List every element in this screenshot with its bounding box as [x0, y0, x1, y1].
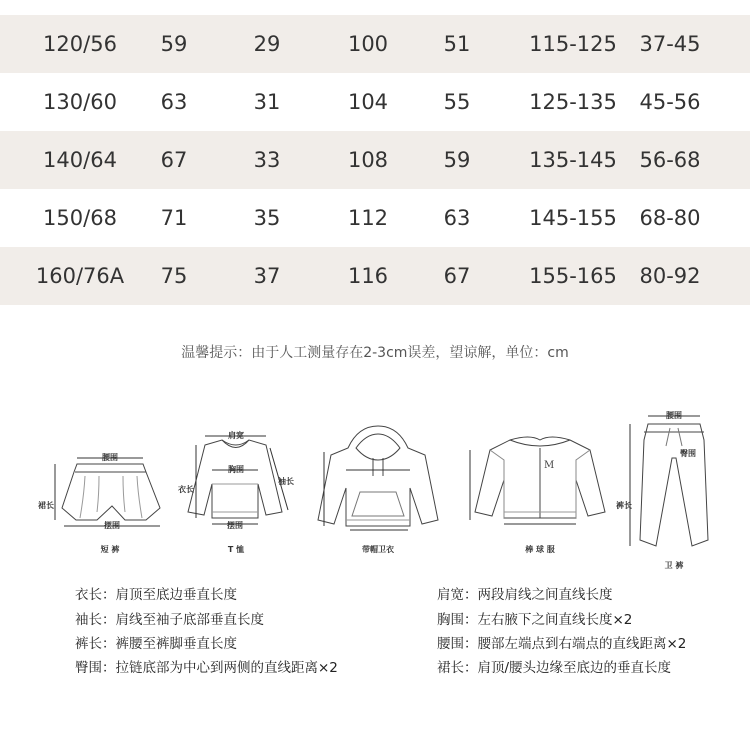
- baseball-jacket-illustration: [470, 437, 605, 524]
- shorts-hip-label: 摆围: [104, 521, 120, 530]
- cell: 125-135: [529, 90, 617, 114]
- svg-text:M: M: [544, 460, 555, 471]
- table-row: [0, 15, 750, 73]
- pants-name: 卫 裤: [664, 561, 684, 570]
- shorts-length-label: 裙长: [38, 501, 54, 510]
- shorts-name: 短 裤: [100, 545, 120, 554]
- cell: 29: [253, 32, 281, 56]
- cell: 140/64: [43, 148, 117, 172]
- cell: 67: [160, 148, 188, 172]
- cell: 59: [160, 32, 188, 56]
- cell: 56-68: [639, 148, 701, 172]
- shorts-waist-label: 腰围: [102, 453, 118, 462]
- definition-item: 裤长：裤腰至裤脚垂直长度: [75, 636, 237, 652]
- definition-item: 袖长：肩线至袖子底部垂直长度: [75, 612, 264, 628]
- definition-item: 裙长：肩顶/腰头边缘至底边的垂直长度: [437, 660, 672, 676]
- shorts-illustration: [55, 458, 160, 526]
- pants-hip-label: 臀围: [680, 449, 696, 458]
- tshirt-illustration: [188, 436, 288, 524]
- cell: 80-92: [639, 264, 701, 288]
- cell: 63: [160, 90, 188, 114]
- tshirt-length-label: 衣长: [178, 485, 194, 494]
- cell: 71: [160, 206, 188, 230]
- cell: 135-145: [529, 148, 617, 172]
- cell: 35: [253, 206, 281, 230]
- cell: 130/60: [43, 90, 117, 114]
- hoodie-illustration: [318, 426, 438, 530]
- pants-illustration: [630, 416, 708, 546]
- cell: 55: [443, 90, 471, 114]
- definition-item: 臀围：拉链底部为中心到两侧的直线距离×2: [75, 660, 338, 676]
- cell: 37-45: [639, 32, 701, 56]
- size-table: [0, 15, 750, 305]
- cell: 31: [253, 90, 281, 114]
- tshirt-name: T 恤: [227, 545, 245, 554]
- tshirt-sleeve-label: 袖长: [278, 477, 294, 486]
- definition-item: 肩宽：两段肩线之间直线长度: [437, 587, 613, 603]
- cell: 115-125: [529, 32, 617, 56]
- cell: 33: [253, 148, 281, 172]
- pants-length-label: 裤长: [616, 501, 632, 510]
- cell: 63: [443, 206, 471, 230]
- baseball-jacket-name: 棒 球 服: [525, 545, 555, 554]
- cell: 45-56: [639, 90, 701, 114]
- table-row: [0, 73, 750, 131]
- cell: 75: [160, 264, 188, 288]
- cell: 37: [253, 264, 281, 288]
- measurement-tip: 温馨提示：由于人工测量存在2-3cm误差，望谅解，单位：cm: [181, 345, 569, 361]
- pants-waist-label: 腰围: [666, 411, 682, 420]
- cell: 145-155: [529, 206, 617, 230]
- cell: 150/68: [43, 206, 117, 230]
- cell: 108: [347, 148, 389, 172]
- garment-diagrams: [0, 400, 750, 575]
- tshirt-chest-label: 胸围: [228, 465, 244, 474]
- cell: 116: [347, 264, 389, 288]
- cell: 104: [347, 90, 389, 114]
- definition-item: 腰围：腰部左端点到右端点的直线距离×2: [437, 636, 687, 652]
- cell: 100: [347, 32, 389, 56]
- definition-item: 胸围：左右腋下之间直线长度×2: [437, 612, 633, 628]
- cell: 112: [347, 206, 389, 230]
- cell: 120/56: [43, 32, 117, 56]
- cell: 67: [443, 264, 471, 288]
- cell: 68-80: [639, 206, 701, 230]
- definition-item: 衣长：肩顶至底边垂直长度: [75, 587, 237, 603]
- table-row: [0, 131, 750, 189]
- table-row: [0, 247, 750, 305]
- hoodie-name: 带帽卫衣: [362, 545, 394, 554]
- cell: 51: [443, 32, 471, 56]
- tshirt-shoulder-label: 肩宽: [228, 431, 244, 440]
- cell: 59: [443, 148, 471, 172]
- cell: 160/76A: [35, 264, 125, 288]
- cell: 155-165: [529, 264, 617, 288]
- tshirt-hem-label: 摆围: [227, 521, 243, 530]
- table-row: [0, 189, 750, 247]
